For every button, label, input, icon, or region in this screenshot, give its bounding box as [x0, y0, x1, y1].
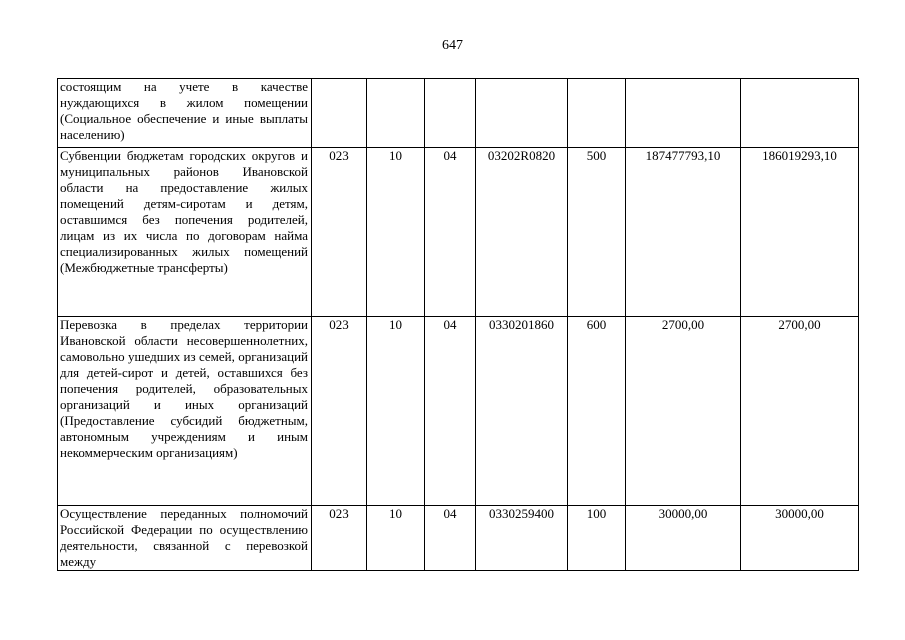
- table-row: [58, 148, 859, 317]
- section-code-cell: 10: [367, 148, 425, 317]
- subsection-code-cell: 04: [425, 148, 476, 317]
- amount-2-cell: 2700,00: [741, 317, 859, 506]
- ministry-code-cell: 023: [312, 148, 367, 317]
- target-article-cell: [476, 79, 568, 148]
- page-number: 647: [442, 38, 463, 53]
- table-row: [58, 506, 859, 571]
- subsection-code-cell: [425, 79, 476, 148]
- ministry-code-cell: 023: [312, 506, 367, 571]
- ministry-code-cell: [312, 79, 367, 148]
- expense-type-cell: 100: [568, 506, 626, 571]
- row-description: Субвенции бюджетам городских округов и муниципальных районов Ивановской области на предоставление жилых помещений детям-сиротам и детям, оставшимся без попечения родителей, лицам из их числа по договорам найма специализированных жилых помещений (Межбюджетные трансферты): [58, 148, 312, 317]
- subsection-code-cell: 04: [425, 317, 476, 506]
- row-description: Перевозка в пределах территории Ивановской области несовершеннолетних, самовольно ушедших из семей, организаций для детей-сирот и детей, оставшихся без попечения родителей, образовательных организаций и иных организаций (Предоставление субсидий бюджетным, автономным учреждениям и иным некоммерческим организациям): [58, 317, 312, 506]
- target-article-cell: 0330259400: [476, 506, 568, 571]
- target-article-cell: 0330201860: [476, 317, 568, 506]
- target-article-cell: 03202R0820: [476, 148, 568, 317]
- amount-1-cell: 187477793,10: [626, 148, 741, 317]
- expense-type-cell: 600: [568, 317, 626, 506]
- expense-type-cell: [568, 79, 626, 148]
- amount-1-cell: 30000,00: [626, 506, 741, 571]
- expense-type-cell: 500: [568, 148, 626, 317]
- section-code-cell: 10: [367, 317, 425, 506]
- ministry-code-cell: 023: [312, 317, 367, 506]
- section-code-cell: [367, 79, 425, 148]
- subsection-code-cell: 04: [425, 506, 476, 571]
- table-row: [58, 79, 859, 148]
- budget-table: [57, 78, 859, 571]
- row-description: Осуществление переданных полномочий Российской Федерации по осуществлению деятельности, связанной с перевозкой между: [58, 506, 312, 571]
- amount-2-cell: 30000,00: [741, 506, 859, 571]
- amount-2-cell: [741, 79, 859, 148]
- amount-1-cell: 2700,00: [626, 317, 741, 506]
- row-description: состоящим на учете в качестве нуждающихся в жилом помещении (Социальное обеспечение и иные выплаты населению): [58, 79, 312, 148]
- table-row: [58, 317, 859, 506]
- section-code-cell: 10: [367, 506, 425, 571]
- amount-1-cell: [626, 79, 741, 148]
- amount-2-cell: 186019293,10: [741, 148, 859, 317]
